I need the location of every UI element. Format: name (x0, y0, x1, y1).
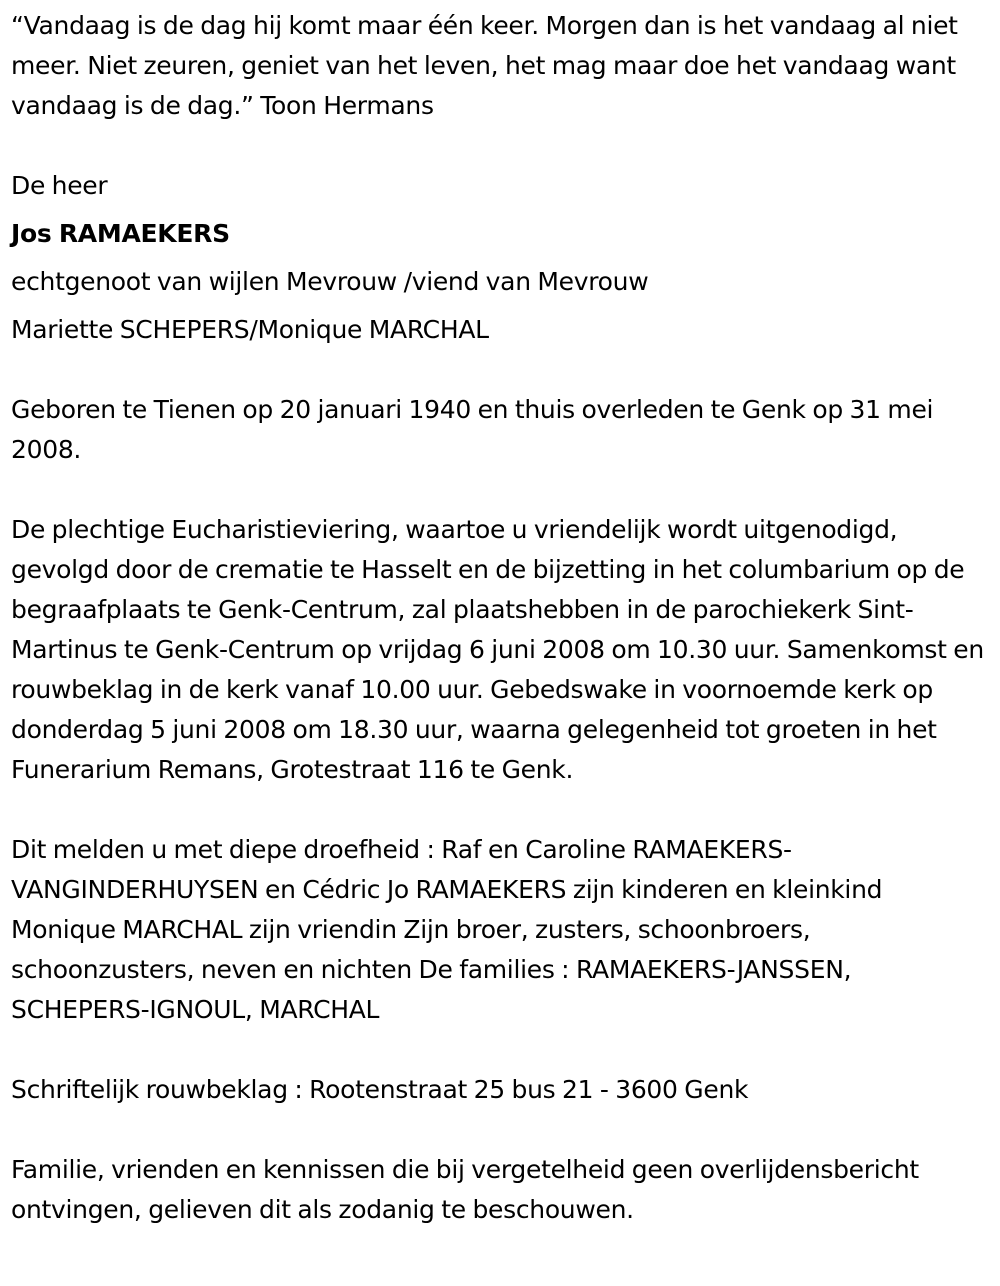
opening-quote: “Vandaag is de dag hij komt maar één keer. Morgen dan is het vandaag al niet meer. Niet zeuren, geniet van het leven, het mag maar doe het vandaag want vandaag is de dag.” Toon Hermans (11, 11, 958, 120)
spacer (11, 1110, 993, 1150)
obituary-document (11, 6, 993, 1230)
spacer (11, 350, 993, 390)
family-announcement: Dit melden u met diepe droefheid : Raf en Caroline RAMAEKERS-VANGINDERHUYSEN en Cédric Jo RAMAEKERS zijn kinderen en kleinkind Monique MARCHAL zijn vriendin Zijn broer, zusters, schoonbroers, schoonzusters, neven en nichten De families : RAMAEKERS-JANSSEN, SCHEPERS-IGNOUL, MARCHAL (11, 835, 883, 1024)
condolence-address: Schriftelijk rouwbeklag : Rootenstraat 25 bus 21 - 3600 Genk (11, 1075, 749, 1104)
honorific: De heer (11, 171, 108, 200)
closing-note: Familie, vrienden en kennissen die bij vergetelheid geen overlijdensbericht ontvingen, gelieven dit als zodanig te beschouwen. (11, 1155, 919, 1224)
ceremony-info: De plechtige Eucharistieviering, waartoe u vriendelijk wordt uitgenodigd, gevolgd door de crematie te Hasselt en de bijzetting in het columbarium op de begraafplaats te Genk-Centrum, zal plaatshebben in de parochiekerk Sint-Martinus te Genk-Centrum op vrijdag 6 juni 2008 om 10.30 uur. Samenkomst en rouwbeklag in de kerk vanaf 10.00 uur. Gebedswake in voornoemde kerk op donderdag 5 juni 2008 om 18.30 uur, waarna gelegenheid tot groeten in het Funerarium Remans, Grotestraat 116 te Genk. (11, 515, 984, 784)
spacer (11, 126, 993, 166)
deceased-name: Jos RAMAEKERS (11, 219, 230, 248)
spacer (11, 470, 993, 510)
spacer (11, 790, 993, 830)
spacer (11, 1030, 993, 1070)
birth-death-info: Geboren te Tienen op 20 januari 1940 en thuis overleden te Genk op 31 mei 2008. (11, 395, 934, 464)
relation-line-1: echtgenoot van wijlen Mevrouw /viend van Mevrouw (11, 267, 649, 296)
relation-line-2: Mariette SCHEPERS/Monique MARCHAL (11, 315, 489, 344)
